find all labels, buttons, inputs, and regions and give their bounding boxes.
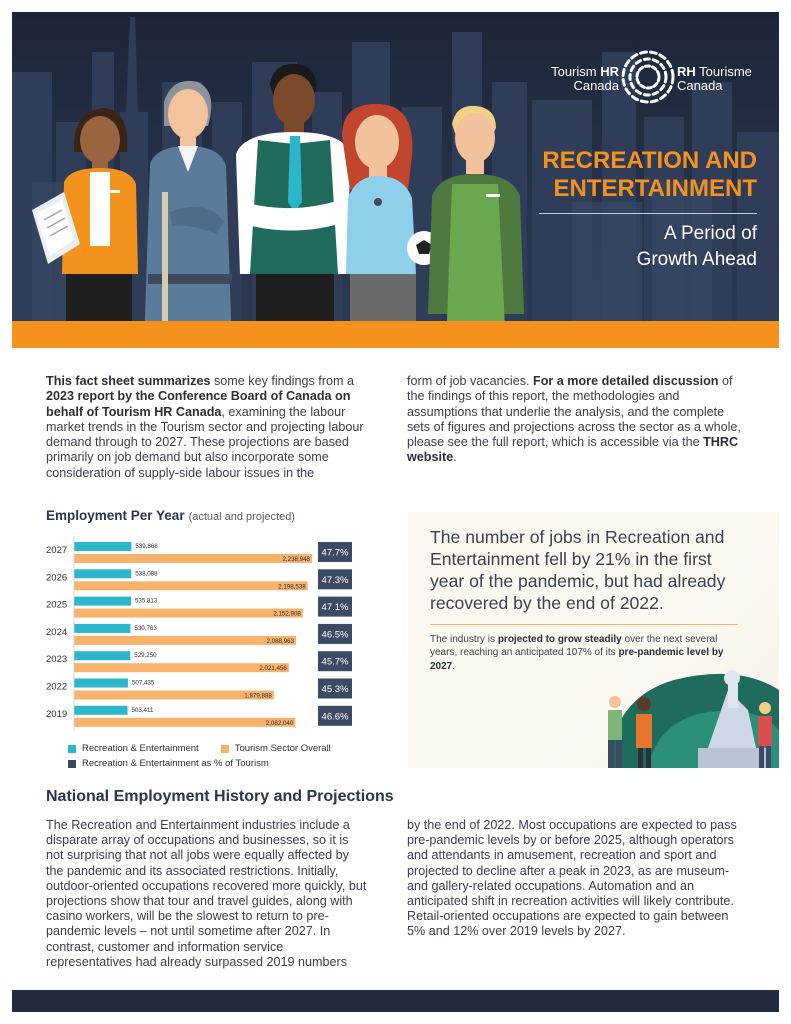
tourism-bar	[74, 718, 295, 727]
intro-column-2	[407, 374, 742, 466]
tourism-bar	[74, 554, 312, 563]
percent-label: 45.7%	[321, 656, 349, 668]
percent-label: 47.3%	[321, 574, 349, 586]
hero-subtitle: A Period of Growth Ahead	[636, 223, 757, 270]
recreation-value-label: 529,250	[134, 652, 157, 660]
logo-french-name: RH Tourisme Canada	[677, 64, 752, 93]
hero-divider	[539, 213, 757, 214]
recreation-bar	[74, 679, 128, 688]
category-label: 2022	[46, 681, 68, 693]
recreation-value-label: 530,763	[134, 624, 157, 632]
footer-bar	[12, 990, 779, 1012]
category-label: 2023	[46, 654, 68, 666]
logo-circle-icon	[620, 49, 676, 105]
tourism-bar	[74, 581, 308, 590]
intro-paragraph-continued: form of job vacancies. For a more detailed discussion of the findings of this report, the methodologies and assumptions that underlie the analysis, and the complete sets of figures and projections across the sector as a whole, please see the full report, which is accessible via the THRC website.	[407, 374, 741, 465]
category-label: 2026	[46, 572, 68, 584]
percent-label: 46.6%	[321, 711, 349, 723]
legend-item-recreation: Recreation & Entertainment	[68, 743, 199, 754]
museum-visitors-illustration	[588, 650, 779, 768]
tourism-value-label: 2,082,040	[265, 719, 294, 727]
recreation-bar	[74, 597, 131, 606]
recreation-value-label: 507,435	[131, 679, 155, 687]
pandemic-callout-box	[408, 512, 779, 768]
tourism-bar	[74, 609, 303, 618]
tourism-value-label: 2,198,538	[278, 583, 306, 591]
chart-subtitle: (actual and projected)	[188, 511, 295, 523]
tourism-hr-canada-logo	[527, 48, 767, 108]
percent-label: 47.1%	[321, 602, 349, 614]
chart-title: Employment Per Year (actual and projected)	[46, 508, 295, 523]
recreation-value-label: 538,088	[135, 570, 158, 578]
category-label: 2027	[46, 545, 68, 556]
section-body-column-2: by the end of 2022. Most occupations are expected to pass pre-pandemic levels by or before 2025, although operators and attendants in amusement, recreation and sport and projected to decline after a peak in 2023, as are museum- and gallery-related occupations. Automation and an anticipated shift in recreation activities will likely contribute. Retail-oriented occupations are expected to gain between 5% and 12% over 2019 levels by 2027.	[407, 818, 737, 939]
recreation-bar	[74, 569, 131, 578]
tourism-value-label: 2,088,963	[266, 637, 295, 645]
worker-with-ball	[342, 104, 441, 348]
recreation-value-label: 535,813	[134, 597, 158, 605]
tourism-value-label: 2,152,908	[273, 610, 301, 618]
callout-headline: The number of jobs in Recreation and Entertainment fell by 21% in the first year of the pandemic, but had already recovered by the end of 2022.	[430, 527, 726, 613]
recreation-value-label: 539,868	[135, 543, 158, 550]
worker-with-apron	[428, 106, 524, 348]
employment-per-year-chart	[40, 532, 370, 737]
recreation-bar	[74, 542, 131, 551]
recreation-bar	[74, 706, 128, 715]
tourism-bar	[74, 636, 296, 645]
intro-column-1	[46, 374, 368, 481]
orange-band	[12, 321, 779, 348]
percent-label: 46.5%	[321, 629, 349, 641]
callout-divider	[430, 624, 738, 625]
chart-legend	[68, 741, 368, 771]
category-label: 2025	[46, 599, 68, 611]
section-title: National Employment History and Projections	[46, 788, 394, 805]
intro-paragraph: This fact sheet summarizes some key findings from a 2023 report by the Conference Board of Canada on behalf of Tourism HR Canada, examining the labour market trends in the Tourism sector and projecting labour demand through to 2027. These projections are based primarily on job demand but also incorporate some consideration of supply-side labour issues in the	[46, 374, 364, 480]
tourism-value-label: 2,021,456	[259, 665, 287, 673]
callout-detail: The industry is projected to grow steadily over the next several years, reaching an anticipated 107% of its pre-pandemic level by 2027.	[430, 634, 724, 672]
intro-text: , examining the labour market trends in the Tourism sector and projecting labour demand through to 2027. These projections are based primarily on job demand but also incorporate some consideration of supply-side labour issues in the	[46, 404, 364, 480]
hero-banner	[12, 12, 779, 348]
legend-item-percent: Recreation & Entertainment as % of Tourism	[68, 758, 269, 769]
hero-title: RECREATION AND ENTERTAINMENT	[542, 147, 757, 202]
percent-label: 45.3%	[321, 684, 349, 695]
section-body-column-1: The Recreation and Entertainment industries include a disparate array of occupations and businesses, so it is not surprising that not all jobs were equally affected by the pandemic and its associated restrictions. Initially, outdoor-oriented occupations recovered more quickly, but projections show that tour and travel guides, along with casino workers, will be the slowest to return to pre-pandemic levels – not until sometime after 2027. In contrast, customer and information service representatives had already surpassed 2019 numbers	[46, 818, 367, 969]
recreation-bar	[74, 624, 130, 633]
category-label: 2024	[46, 626, 68, 638]
logo-english-name: Tourism HR Canada	[551, 64, 619, 93]
percent-label: 47.7%	[321, 547, 349, 559]
recreation-value-label: 503,411	[131, 706, 154, 714]
tourism-value-label: 2,238,948	[282, 556, 310, 563]
tourism-value-label: 1,879,888	[244, 692, 272, 700]
worker-with-broom	[144, 81, 232, 348]
tourism-bar	[74, 663, 289, 672]
category-label: 2019	[46, 708, 68, 720]
intro-text-continued: form of job vacancies.	[407, 374, 533, 388]
worker-with-clipboard	[32, 108, 138, 348]
thrc-website-link[interactable]: THRC website	[407, 435, 739, 465]
worker-in-vest	[236, 64, 350, 348]
recreation-bar	[74, 651, 130, 660]
legend-item-tourism: Tourism Sector Overall	[221, 743, 331, 754]
